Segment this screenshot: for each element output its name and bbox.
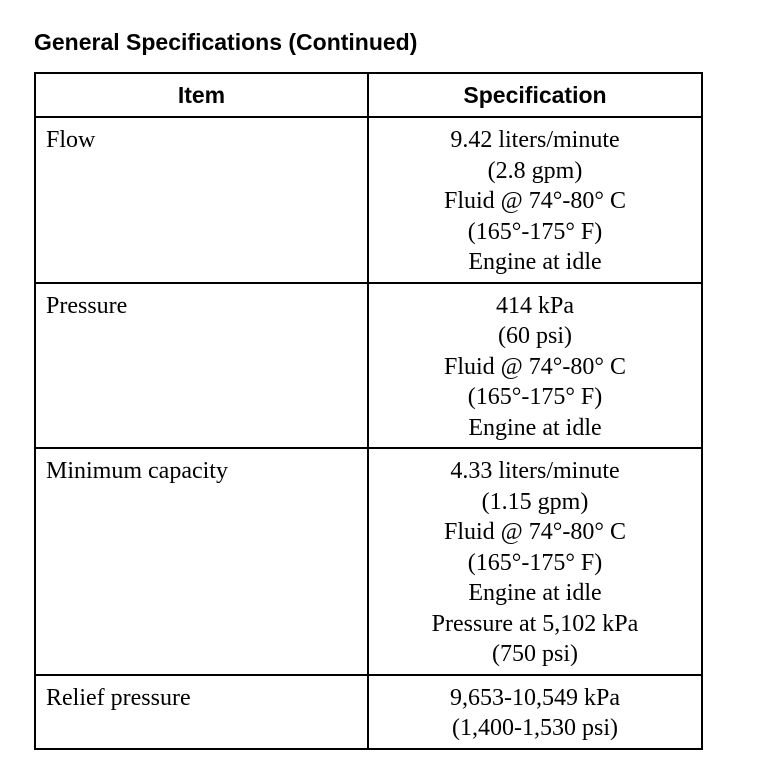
specification-cell bbox=[368, 283, 702, 449]
item-cell: Relief pressure bbox=[35, 675, 368, 749]
table-header-row bbox=[35, 73, 702, 117]
specification-cell bbox=[368, 675, 702, 749]
spec-line: 9,653-10,549 kPa bbox=[450, 684, 620, 711]
specification-cell bbox=[368, 448, 702, 675]
spec-line: 9.42 liters/minute bbox=[450, 127, 620, 153]
table-row-flow bbox=[35, 117, 702, 283]
spec-line: (2.8 gpm) bbox=[487, 157, 583, 184]
specification-cell bbox=[368, 117, 702, 283]
table-row-minimum-capacity bbox=[35, 448, 702, 675]
spec-line: 4.33 liters/minute bbox=[450, 458, 620, 484]
table-row-relief-pressure bbox=[35, 675, 702, 749]
spec-line: (165°-175° F) bbox=[467, 549, 603, 576]
specifications-table bbox=[34, 72, 703, 750]
spec-line: Fluid @ 74°-80° C bbox=[444, 519, 626, 545]
spec-line: Pressure at 5,102 kPa bbox=[431, 610, 639, 637]
column-header-item: Item bbox=[35, 73, 368, 117]
spec-line: (750 psi) bbox=[492, 641, 578, 667]
item-cell: Flow bbox=[35, 117, 368, 283]
spec-line: Engine at idle bbox=[468, 249, 602, 275]
column-header-specification: Specification bbox=[368, 73, 702, 117]
item-cell: Pressure bbox=[35, 283, 368, 449]
spec-line: (60 psi) bbox=[498, 323, 572, 349]
spec-line: (1.15 gpm) bbox=[481, 488, 589, 515]
item-cell: Minimum capacity bbox=[35, 448, 368, 675]
spec-line: (1,400-1,530 psi) bbox=[452, 715, 618, 741]
spec-line: Fluid @ 74°-80° C bbox=[444, 188, 626, 214]
spec-line: Fluid @ 74°-80° C bbox=[444, 353, 626, 380]
spec-line: 414 kPa bbox=[496, 292, 574, 319]
spec-line: Engine at idle bbox=[468, 580, 602, 606]
spec-line: Engine at idle bbox=[468, 414, 602, 441]
table-row-pressure bbox=[35, 283, 702, 449]
spec-line: (165°-175° F) bbox=[467, 218, 603, 245]
page-title: General Specifications (Continued) bbox=[34, 29, 418, 55]
spec-line: (165°-175° F) bbox=[467, 384, 603, 410]
